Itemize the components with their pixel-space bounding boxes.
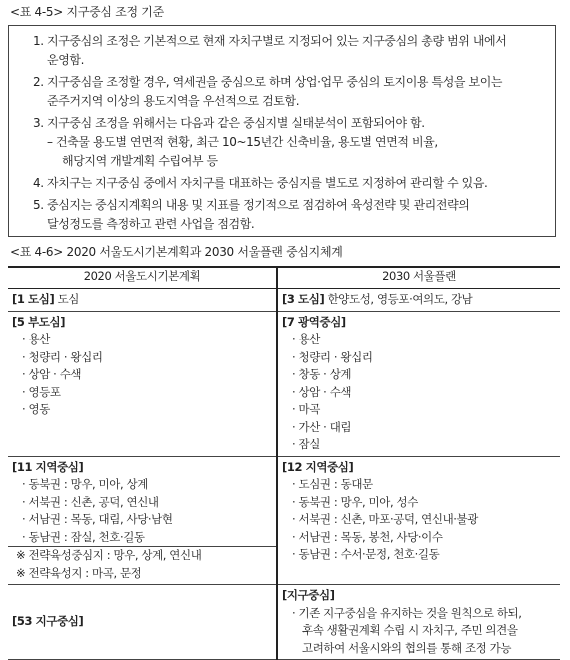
table-header-row (8, 267, 560, 289)
criterion-text: 중심지는 중심지계획의 내용 및 지표를 정기적으로 점검하여 육성전략 및 관리전략의 (47, 198, 470, 212)
cell-2030-regional (278, 457, 560, 566)
criterion-number: 3. (33, 116, 44, 130)
list-item: · 도심권 : 동대문 (292, 477, 373, 491)
criterion-text: 지구중심 조정을 위해서는 다음과 같은 중심지별 실태분석이 포함되어야 함. (47, 116, 425, 130)
criterion-4 (33, 174, 548, 193)
criterion-text: 지구중심을 조정할 경우, 역세권을 중심으로 하며 상업·업무 중심의 토지이용 특성을 보이는 (47, 75, 503, 89)
category-text: 도심 (54, 292, 80, 306)
note-item: ※ 전략육성지 : 마곡, 문정 (16, 565, 142, 580)
criterion-subtext: – 건축물 용도별 연면적 현황, 최근 10~15년간 신축비율, 용도별 연면적 비율, (47, 135, 438, 149)
criterion-text: 달성정도를 측정하고 관련 사업을 점검함. (47, 217, 255, 231)
row-sub-center (8, 311, 560, 456)
cell-2020-regional (8, 457, 276, 585)
list-item: · 잠실 (292, 437, 320, 451)
criterion-2 (33, 73, 548, 111)
list-item: · 동남권 : 수서·문정, 천호·길동 (292, 547, 440, 561)
cell-2020-district (8, 611, 276, 633)
criterion-text: 자치구는 지구중심 중에서 자치구를 대표하는 중심지를 별도로 지정하여 관리할 수 있음. (47, 176, 488, 190)
category-label: [53 지구중심] (12, 614, 84, 629)
criterion-text: 지구중심의 조정은 기본적으로 현재 자치구별로 지정되어 있는 지구중심의 총량 범위 내에서 (47, 34, 507, 48)
list-item: · 창동 · 상계 (292, 367, 352, 381)
criterion-number: 5. (33, 198, 44, 212)
list-item: · 영등포 (22, 384, 61, 399)
criterion-5 (33, 196, 548, 234)
list-item: · 서남권 : 목동, 봉천, 사당·이수 (292, 529, 443, 544)
criterion-3 (33, 114, 548, 171)
criterion-number: 2. (33, 75, 44, 89)
table-4-5-box (8, 25, 556, 237)
category-label: [5 부도심] (12, 314, 66, 329)
description-line: 고려하여 서울시와의 협의를 통해 조정 가능 (302, 640, 512, 655)
list-item: · 동북권 : 망우, 미아, 성수 (292, 494, 418, 509)
table-4-5-caption: <표 4-5> 지구중심 조정 기준 (10, 5, 164, 19)
list-item: · 영동 (22, 402, 50, 416)
category-label: [3 도심] (282, 292, 325, 306)
cell-2030-regional-center (278, 312, 560, 456)
list-item: · 서북권 : 신촌, 공덕, 연신내 (22, 494, 159, 509)
list-item: · 가산 · 대림 (292, 419, 352, 434)
cell-2030-downtown (278, 289, 560, 311)
category-label: [지구중심] (282, 588, 335, 602)
list-item: · 마곡 (292, 402, 320, 416)
table-4-6 (8, 266, 560, 660)
col-2020-header: 2020 서울도시기본계획 (8, 267, 277, 289)
cell-2030-district (278, 585, 560, 659)
cell-2020-downtown (8, 289, 276, 311)
list-item: · 용산 (292, 332, 320, 346)
list-item: · 서북권 : 신촌, 마포·공덕, 연신내·불광 (292, 512, 478, 526)
list-item: · 서남권 : 목동, 대림, 사당·남현 (22, 512, 173, 526)
criterion-1 (33, 32, 548, 70)
row-district (8, 585, 560, 660)
note-item: ※ 전략육성중심지 : 망우, 상계, 연신내 (16, 548, 202, 562)
row-regional (8, 456, 560, 585)
list-item: · 청량리 · 왕십리 (292, 349, 373, 364)
criterion-number: 1. (33, 34, 44, 48)
row-downtown (8, 289, 560, 312)
category-text: 한양도성, 영등포·여의도, 강남 (324, 292, 473, 306)
list-item: · 동북권 : 망우, 미아, 상계 (22, 477, 148, 491)
list-item: · 상암 · 수색 (22, 367, 82, 381)
category-label: [12 지역중심] (282, 459, 354, 474)
list-item: · 상암 · 수색 (292, 384, 352, 399)
criterion-text: 준주거지역 이상의 용도지역을 우선적으로 검토함. (47, 94, 300, 108)
description-line: · 기존 지구중심을 유지하는 것을 원칙으로 하되, (292, 605, 522, 620)
category-label: [1 도심] (12, 292, 55, 306)
list-item: · 청량리 · 왕십리 (22, 349, 103, 364)
list-item: · 동남권 : 잠실, 천호·길동 (8, 529, 276, 548)
list-item: · 용산 (22, 332, 50, 346)
category-label: [11 지역중심] (12, 459, 84, 474)
description-line: 후속 생활권계획 수립 시 자치구, 주민 의견을 (302, 623, 518, 637)
category-label: [7 광역중심] (282, 314, 346, 329)
criterion-number: 4. (33, 176, 44, 190)
criterion-subtext: 해당지역 개발계획 수립여부 등 (62, 154, 218, 168)
table-4-6-caption: <표 4-6> 2020 서울도시기본계획과 2030 서울플랜 중심지체계 (10, 245, 343, 259)
col-2030-header: 2030 서울플랜 (277, 267, 560, 289)
criterion-text: 운영함. (47, 53, 84, 67)
cell-2020-sub-center (8, 312, 276, 421)
